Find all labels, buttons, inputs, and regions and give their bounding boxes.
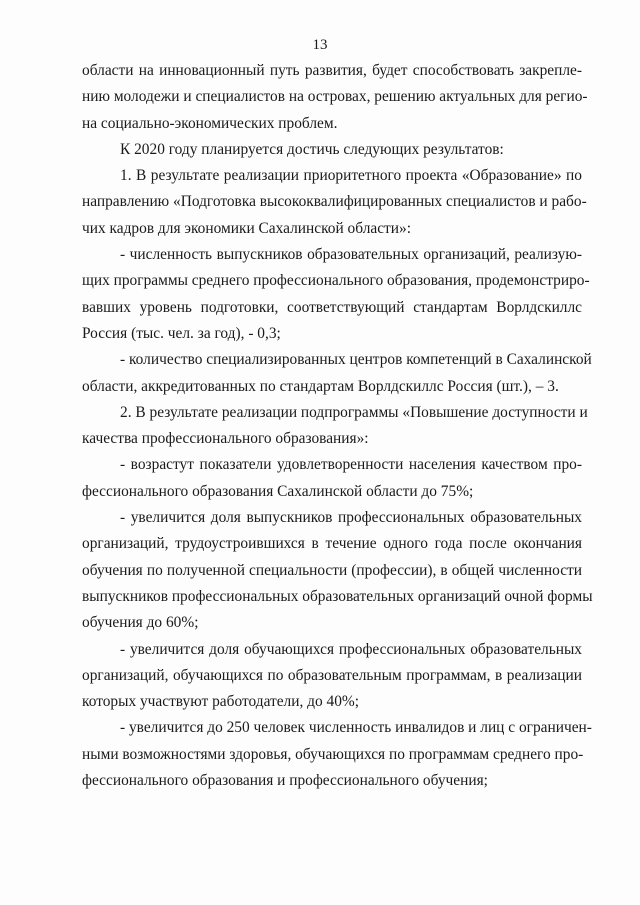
text-line: области, аккредитованных по стандартам Ворлдскиллс Россия (шт.), – 3. xyxy=(82,377,559,395)
text-line: выпускников профессиональных образовательных организаций очной формы xyxy=(82,587,593,605)
text-line: - численность выпускников образовательных организаций, реализую- xyxy=(120,246,582,264)
document-body xyxy=(82,58,593,794)
text-line: на социально-экономических проблем. xyxy=(82,114,338,132)
paragraph xyxy=(82,163,587,242)
paragraph xyxy=(82,347,592,400)
text-line: ными возможностями здоровья, обучающихся по программам среднего про- xyxy=(82,745,584,763)
paragraph xyxy=(82,58,588,137)
paragraph xyxy=(82,505,593,636)
text-line: - увеличится до 250 человек численность инвалидов и лиц с ограничен- xyxy=(120,719,592,737)
text-line: фессионального образования и профессионального обучения; xyxy=(82,772,488,790)
paragraph xyxy=(82,637,582,716)
text-line: направлению «Подготовка высококвалифицированных специалистов и рабо- xyxy=(82,193,587,211)
text-line: Россия (тыс. чел. за год), - 0,3; xyxy=(82,324,281,342)
text-line: 2. В результате реализации подпрограммы «Повышение доступности и xyxy=(120,403,588,421)
text-line: организаций, обучающихся по образовательным программам, в реализации xyxy=(82,666,582,684)
text-line: - увеличится доля выпускников профессиональных образовательных xyxy=(120,509,582,527)
text-line: организаций, трудоустроившихся в течение одного года после окончания xyxy=(82,535,582,553)
text-line: фессионального образования Сахалинской области до 75%; xyxy=(82,482,474,500)
text-line: - возрастут показатели удовлетворенности населения качеством про- xyxy=(120,456,582,474)
text-line: 1. В результате реализации приоритетного проекта «Образование» по xyxy=(120,167,582,185)
paragraph xyxy=(82,242,590,347)
text-line: обучения до 60%; xyxy=(82,614,199,632)
text-line: чих кадров для экономики Сахалинской области»: xyxy=(82,219,411,237)
paragraph xyxy=(82,137,582,163)
text-line: области на инновационный путь развития, будет способствовать закрепле- xyxy=(82,62,582,79)
text-line: щих программы среднего профессионального образования, продемонстриро- xyxy=(82,272,590,290)
paragraph xyxy=(82,400,588,453)
text-line: качества профессионального образования»: xyxy=(82,430,369,448)
text-line: нию молодежи и специалистов на островах, решению актуальных для регио- xyxy=(82,88,588,106)
text-line: вавших уровень подготовки, соответствующий стандартам Ворлдскиллс xyxy=(82,298,582,316)
text-line: - количество специализированных центров компетенций в Сахалинской xyxy=(120,351,592,369)
text-line: которых участвуют работодатели, до 40%; xyxy=(82,693,360,711)
text-line: обучения по полученной специальности (профессии), в общей численности xyxy=(82,561,582,579)
text-line: К 2020 году планируется достичь следующих результатов: xyxy=(120,140,504,158)
paragraph xyxy=(82,452,582,505)
page-number: 13 xyxy=(312,37,328,53)
paragraph xyxy=(82,715,592,794)
text-line: - увеличится доля обучающихся профессиональных образовательных xyxy=(120,640,582,658)
